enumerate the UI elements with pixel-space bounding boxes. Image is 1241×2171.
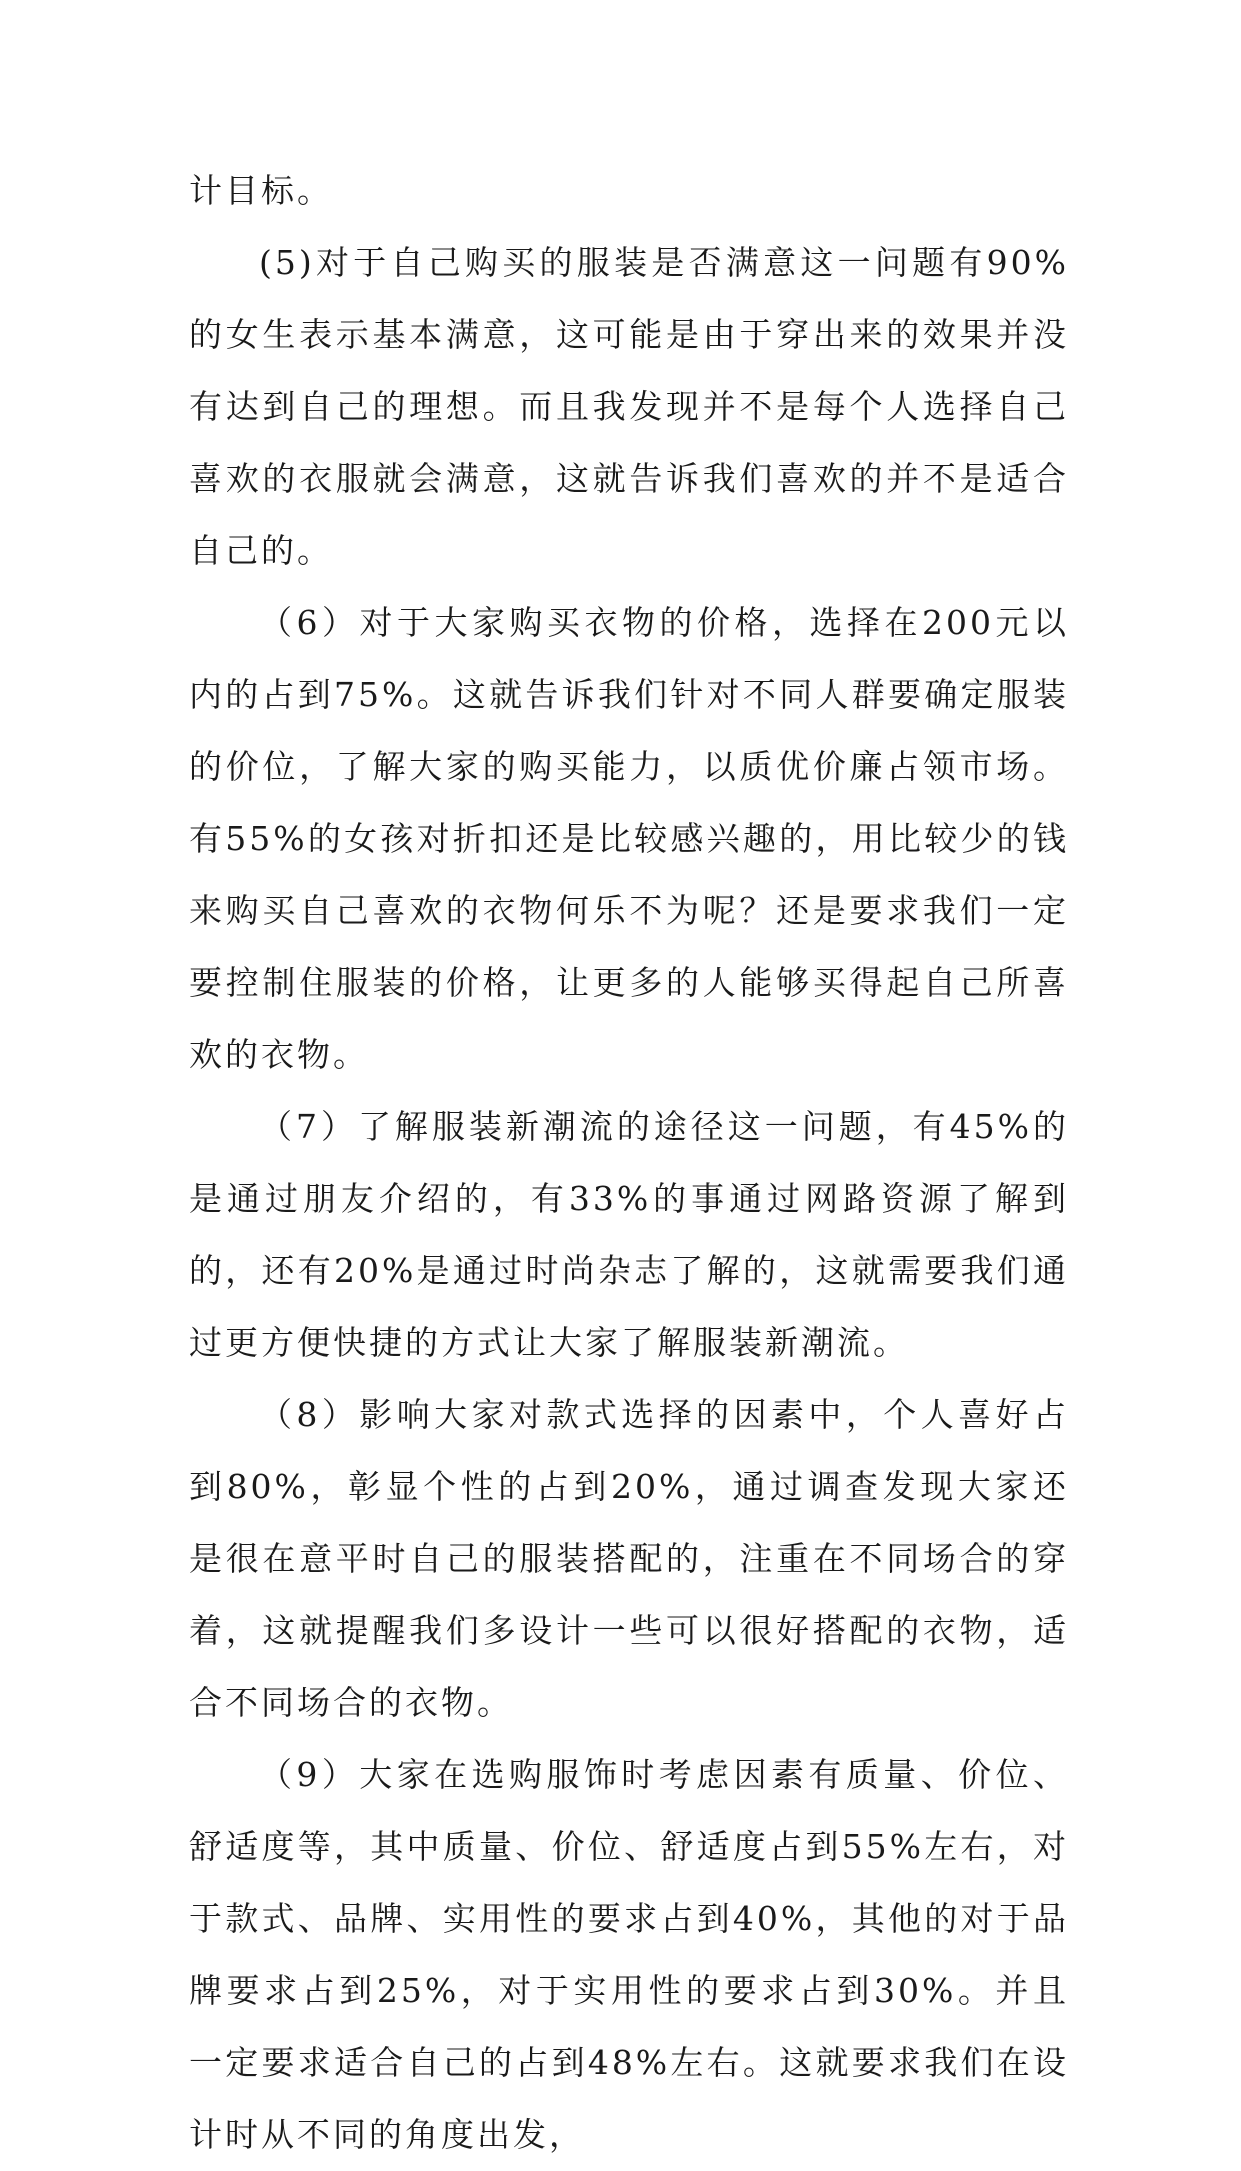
paragraph-item-9: （9）大家在选购服饰时考虑因素有质量、价位、舒适度等，其中质量、价位、舒适度占到55%左右，对于款式、品牌、实用性的要求占到40%，其他的对于品牌要求占到25%，对于实用性的要求占到30%。并且一定要求适合自己的占到48%左右。这就要求我们在设计时从不同的角度出发， <box>189 1755 1069 2154</box>
paragraph-continuation: 计目标。 <box>189 171 333 210</box>
body-text <box>189 155 1069 2171</box>
paragraph-item-5: (5)对于自己购买的服装是否满意这一问题有90%的女生表示基本满意，这可能是由于穿出来的效果并没有达到自己的理想。而且我发现并不是每个人选择自己喜欢的衣服就会满意，这就告诉我们喜欢的并不是适合自己的。 <box>189 243 1069 570</box>
paragraph-item-6: （6）对于大家购买衣物的价格，选择在200元以内的占到75%。这就告诉我们针对不同人群要确定服装的价位，了解大家的购买能力，以质优价廉占领市场。有55%的女孩对折扣还是比较感兴趣的，用比较少的钱来购买自己喜欢的衣物何乐不为呢？还是要求我们一定要控制住服装的价格，让更多的人能够买得起自己所喜欢的衣物。 <box>189 603 1069 1074</box>
paragraph-item-8: （8）影响大家对款式选择的因素中，个人喜好占到80%，彰显个性的占到20%，通过调查发现大家还是很在意平时自己的服装搭配的，注重在不同场合的穿着，这就提醒我们多设计一些可以很好搭配的衣物，适合不同场合的衣物。 <box>189 1395 1069 1722</box>
paragraph-item-7: （7）了解服装新潮流的途径这一问题，有45%的是通过朋友介绍的，有33%的事通过网路资源了解到的，还有20%是通过时尚杂志了解的，这就需要我们通过更方便快捷的方式让大家了解服装新潮流。 <box>189 1107 1069 1362</box>
